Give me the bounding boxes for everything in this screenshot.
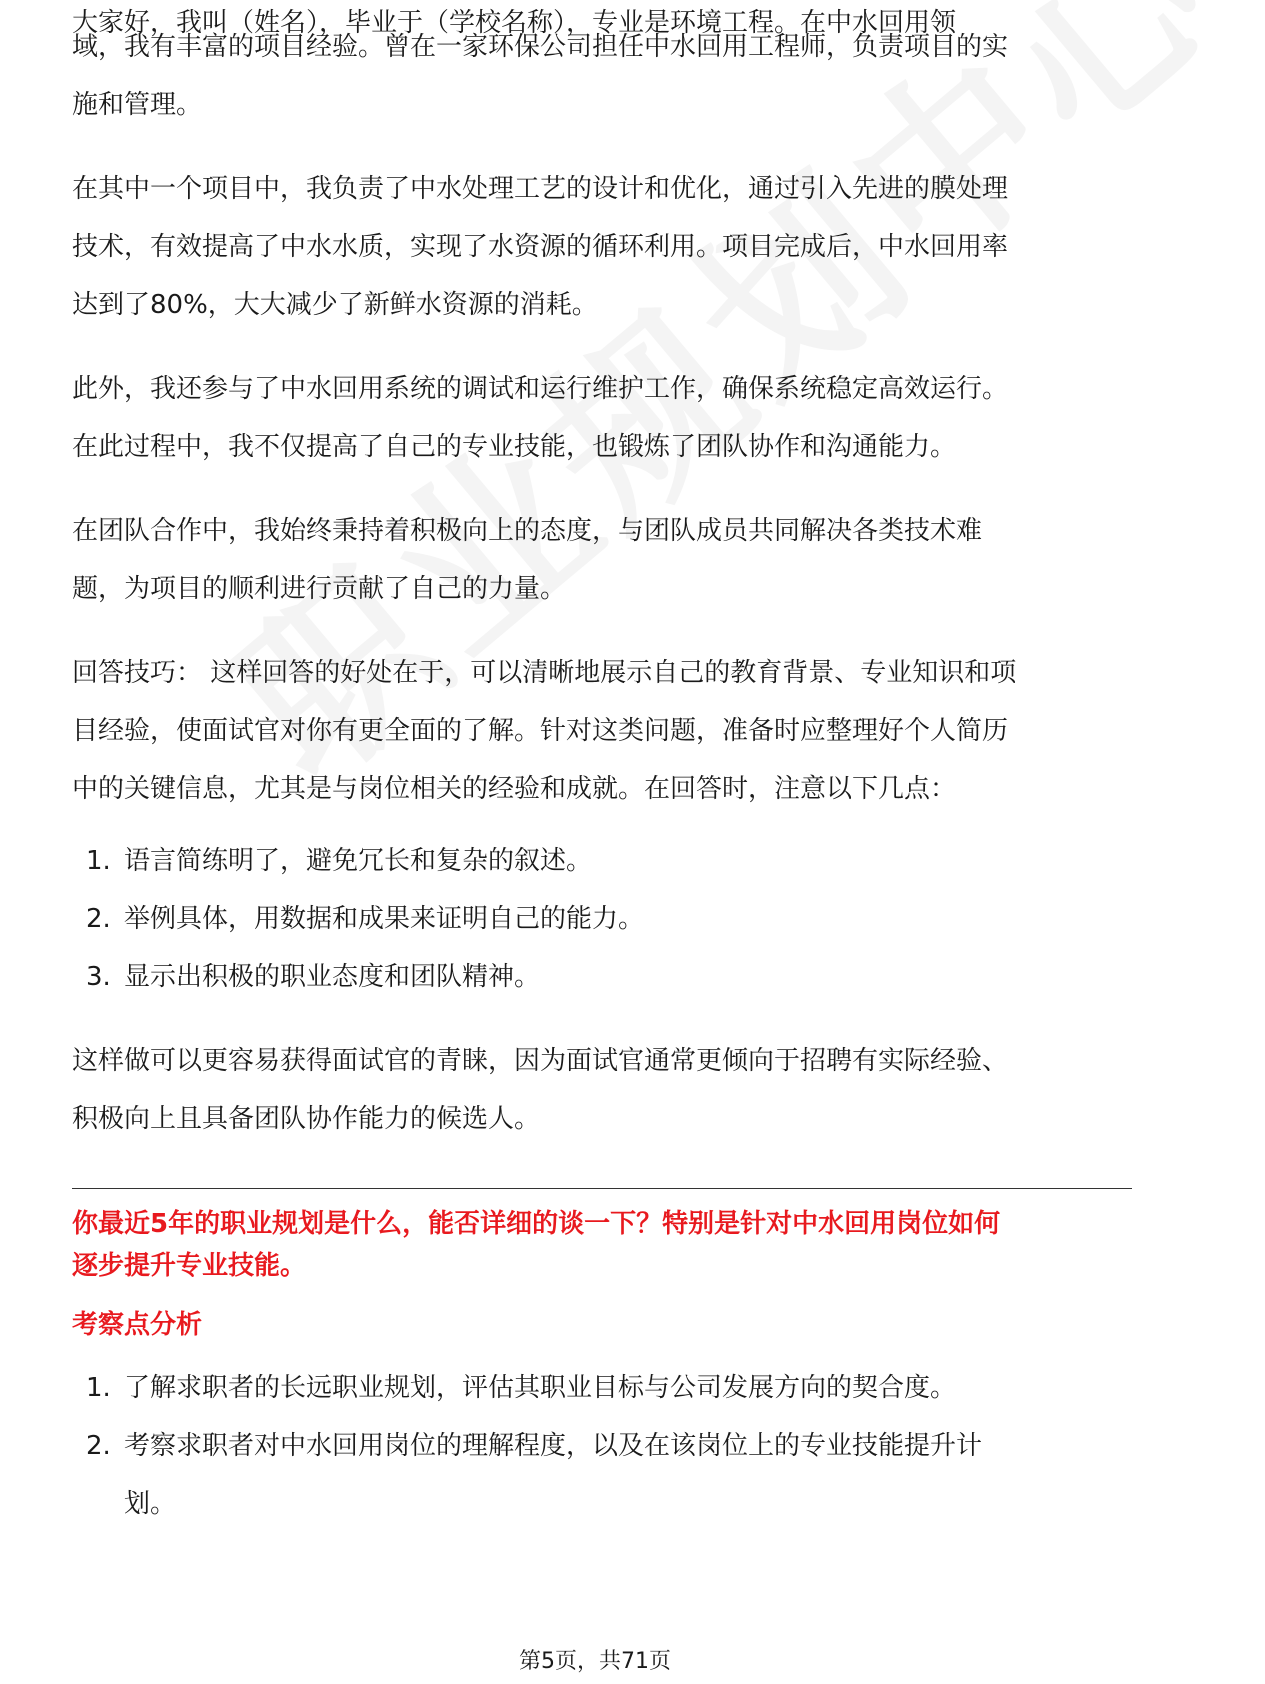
list-item bbox=[72, 832, 1132, 890]
list-number: 1. bbox=[86, 846, 111, 876]
list-item bbox=[72, 1417, 1132, 1533]
paragraph-line: 目经验，使面试官对你有更全面的了解。针对这类问题，准备时应整理好个人简历 bbox=[72, 716, 1009, 746]
list-number: 1. bbox=[86, 1373, 111, 1403]
paragraph-line: 此外，我还参与了中水回用系统的调试和运行维护工作，确保系统稳定高效运行。 bbox=[72, 374, 1009, 404]
list-item-text: 显示出积极的职业态度和团队精神。 bbox=[124, 962, 541, 992]
paragraph-line: 在其中一个项目中，我负责了中水处理工艺的设计和优化，通过引入先进的膜处理 bbox=[72, 174, 1009, 204]
list-number: 2. bbox=[86, 1431, 111, 1461]
clipped-top-line bbox=[72, 0, 1132, 38]
interview-question bbox=[72, 1203, 1132, 1287]
paragraph-closing bbox=[72, 1032, 1132, 1148]
paragraph-line: 在此过程中，我不仅提高了自己的专业技能，也锻炼了团队协作和沟通能力。 bbox=[72, 432, 957, 462]
tips-list bbox=[72, 832, 1132, 1006]
paragraph-line: 中的关键信息，尤其是与岗位相关的经验和成就。在回答时，注意以下几点： bbox=[72, 774, 957, 804]
paragraph-line: 积极向上且具备团队协作能力的候选人。 bbox=[72, 1104, 541, 1134]
list-item-text: 语言简练明了，避免冗长和复杂的叙述。 bbox=[124, 846, 593, 876]
paragraph-line: 在团队合作中，我始终秉持着积极向上的态度，与团队成员共同解决各类技术难 bbox=[72, 516, 983, 546]
paragraph-line: 施和管理。 bbox=[72, 90, 203, 120]
list-item bbox=[72, 890, 1132, 948]
list-item-text: 了解求职者的长远职业规划，评估其职业目标与公司发展方向的契合度。 bbox=[124, 1373, 957, 1403]
paragraph-teamwork bbox=[72, 502, 1132, 618]
document-content bbox=[72, 8, 1132, 1533]
list-item-text: 考察求职者对中水回用岗位的理解程度，以及在该岗位上的专业技能提升计 bbox=[124, 1431, 983, 1461]
question-line: 你最近5年的职业规划是什么，能否详细的谈一下？特别是针对中水回用岗位如何 bbox=[72, 1209, 1001, 1239]
list-item bbox=[72, 1359, 1132, 1417]
list-number: 2. bbox=[86, 904, 111, 934]
paragraph-line: 这样做可以更容易获得面试官的青睐，因为面试官通常更倾向于招聘有实际经验、 bbox=[72, 1046, 1009, 1076]
list-item-text-continued: 划。 bbox=[124, 1489, 177, 1519]
list-item-text: 举例具体，用数据和成果来证明自己的能力。 bbox=[124, 904, 645, 934]
list-number: 3. bbox=[86, 962, 111, 992]
analysis-heading: 考察点分析 bbox=[72, 1310, 203, 1340]
analysis-list bbox=[72, 1359, 1132, 1533]
list-item bbox=[72, 948, 1132, 1006]
paragraph-maintenance bbox=[72, 360, 1132, 476]
paragraph-line: 题，为项目的顺利进行贡献了自己的力量。 bbox=[72, 574, 567, 604]
paragraph-project bbox=[72, 160, 1132, 334]
paragraph-answer-tips bbox=[72, 644, 1132, 818]
paragraph-line: 域，我有丰富的项目经验。曾在一家环保公司担任中水回用工程师，负责项目的实 bbox=[72, 32, 1009, 62]
clipped-top-line-text: 大家好，我叫（姓名），毕业于（学校名称），专业是环境工程。在中水回用领 bbox=[72, 8, 957, 38]
paragraph-line: 技术，有效提高了中水水质，实现了水资源的循环利用。项目完成后，中水回用率 bbox=[72, 232, 1009, 262]
section-divider bbox=[72, 1188, 1132, 1189]
paragraph-line: 达到了80%，大大减少了新鲜水资源的消耗。 bbox=[72, 290, 598, 320]
paragraph-line: 回答技巧： 这样回答的好处在于，可以清晰地展示自己的教育背景、专业知识和项 bbox=[72, 658, 1017, 688]
page-footer: 第5页，共71页 bbox=[519, 1649, 671, 1674]
question-line: 逐步提升专业技能。 bbox=[72, 1251, 307, 1281]
